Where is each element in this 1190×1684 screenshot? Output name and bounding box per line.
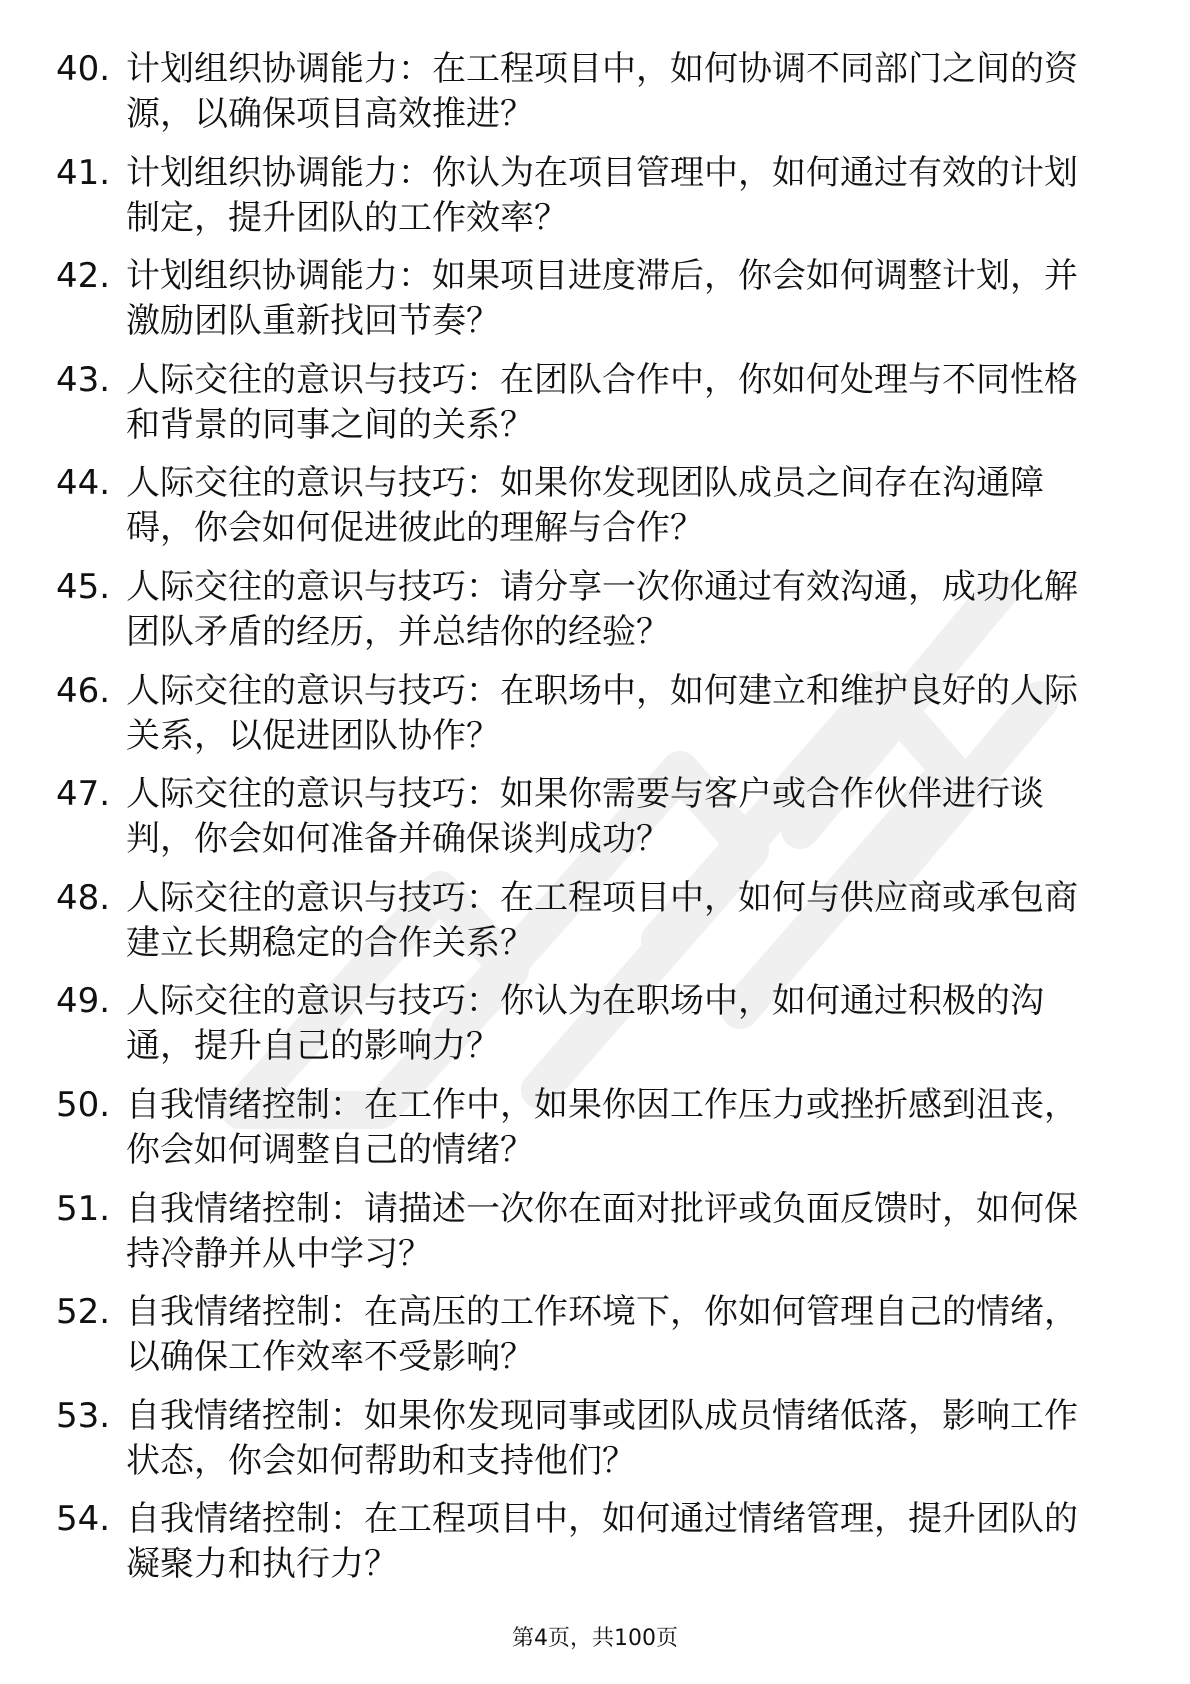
question-number: 46.	[56, 670, 111, 711]
question-item	[0, 565, 1190, 669]
question-text: 自我情绪控制：在工作中，如果你因工作压力或挫折感到沮丧，你会如何调整自己的情绪？	[126, 1084, 1078, 1170]
question-list	[0, 47, 1190, 1601]
question-number: 50.	[56, 1084, 111, 1125]
question-text: 人际交往的意识与技巧：如果你发现团队成员之间存在沟通障碍，你会如何促进彼此的理解与合作？	[126, 463, 1044, 549]
question-text: 自我情绪控制：请描述一次你在面对批评或负面反馈时，如何保持冷静并从中学习？	[126, 1188, 1078, 1274]
question-text: 人际交往的意识与技巧：在职场中，如何建立和维护良好的人际关系，以促进团队协作？	[126, 670, 1078, 756]
question-text: 人际交往的意识与技巧：如果你需要与客户或合作伙伴进行谈判，你会如何准备并确保谈判成功？	[126, 774, 1044, 860]
question-item	[0, 358, 1190, 462]
question-number: 43.	[56, 359, 111, 400]
question-text: 自我情绪控制：在工程项目中，如何通过情绪管理，提升团队的凝聚力和执行力？	[126, 1499, 1078, 1585]
question-number: 54.	[56, 1499, 111, 1540]
question-item	[0, 1394, 1190, 1498]
question-number: 49.	[56, 981, 111, 1022]
question-text: 自我情绪控制：如果你发现同事或团队成员情绪低落，影响工作状态，你会如何帮助和支持他们？	[126, 1395, 1078, 1481]
question-number: 41.	[56, 152, 111, 193]
question-text: 计划组织协调能力：在工程项目中，如何协调不同部门之间的资源，以确保项目高效推进？	[126, 49, 1078, 134]
question-item	[0, 254, 1190, 358]
question-text: 人际交往的意识与技巧：请分享一次你通过有效沟通，成功化解团队矛盾的经历，并总结你的经验？	[126, 566, 1078, 652]
question-number: 51.	[56, 1188, 111, 1229]
question-text: 人际交往的意识与技巧：在工程项目中，如何与供应商或承包商建立长期稳定的合作关系？	[126, 877, 1078, 963]
question-number: 48.	[56, 877, 111, 918]
question-item	[0, 1497, 1190, 1601]
question-number: 53.	[56, 1395, 111, 1436]
question-item	[0, 1083, 1190, 1187]
question-item	[0, 1290, 1190, 1394]
question-item	[0, 151, 1190, 255]
question-text: 计划组织协调能力：你认为在项目管理中，如何通过有效的计划制定，提升团队的工作效率？	[126, 152, 1078, 238]
question-item	[0, 47, 1190, 151]
question-number: 44.	[56, 463, 111, 504]
question-item	[0, 461, 1190, 565]
question-item	[0, 669, 1190, 773]
page-number-footer: 第4页，共100页	[512, 1626, 678, 1651]
question-number: 45.	[56, 566, 111, 607]
question-number: 42.	[56, 256, 111, 297]
question-item	[0, 876, 1190, 980]
question-number: 52.	[56, 1292, 111, 1333]
question-text: 计划组织协调能力：如果项目进度滞后，你会如何调整计划，并激励团队重新找回节奏？	[126, 256, 1078, 342]
question-text: 人际交往的意识与技巧：你认为在职场中，如何通过积极的沟通，提升自己的影响力？	[126, 981, 1044, 1067]
question-number: 47.	[56, 774, 111, 815]
question-item	[0, 1187, 1190, 1291]
question-item	[0, 772, 1190, 876]
question-item	[0, 979, 1190, 1083]
question-text: 人际交往的意识与技巧：在团队合作中，你如何处理与不同性格和背景的同事之间的关系？	[126, 359, 1078, 445]
question-number: 40.	[56, 49, 111, 89]
question-text: 自我情绪控制：在高压的工作环境下，你如何管理自己的情绪，以确保工作效率不受影响？	[126, 1292, 1078, 1378]
